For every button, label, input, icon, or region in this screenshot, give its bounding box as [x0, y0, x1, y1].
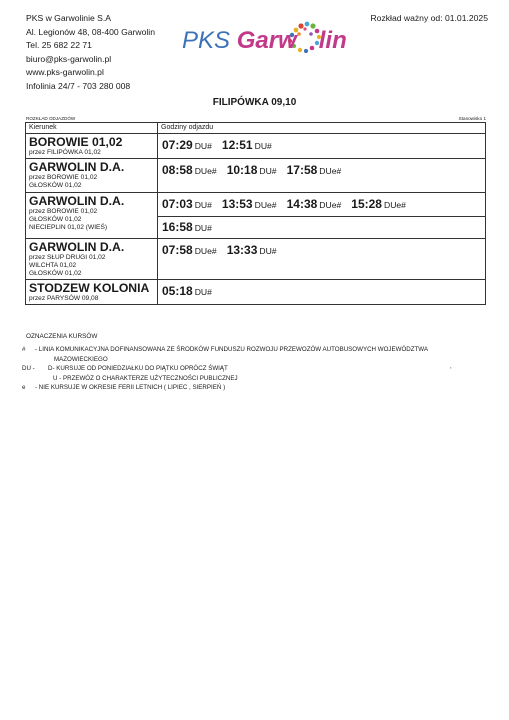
route-direction-cell	[26, 192, 158, 238]
route-times-cell	[158, 280, 486, 305]
logo-text-pks: PKS	[182, 27, 237, 54]
logo-text-garw: Garw	[236, 27, 297, 54]
departure	[287, 196, 342, 213]
departure	[162, 137, 212, 154]
stop-title: FILIPÓWKA 09,10	[212, 97, 297, 108]
timetable-header	[26, 123, 486, 134]
legend-line: - NIE KURSUJE W OKRESIE FERII LETNICH ( LIPIEC , SIERPIEŃ )	[35, 384, 226, 392]
legend-item	[22, 345, 468, 364]
route-row	[26, 280, 486, 305]
departure	[351, 196, 406, 213]
times-divider	[158, 216, 485, 217]
departure	[227, 162, 277, 179]
departure-suffix: DU#	[259, 245, 277, 256]
legend-line: D- KURSUJE OD PONIEDZIAŁKU DO PIĄTKU OPRÓCZ ŚWIĄT	[48, 365, 228, 373]
departure-row	[162, 196, 481, 213]
departure	[222, 137, 272, 154]
departure	[287, 162, 342, 179]
timetable	[25, 122, 486, 305]
departure-suffix: DUe#	[319, 199, 342, 210]
destination-name: GARWOLIN D.A.	[29, 160, 125, 175]
company-info	[26, 12, 155, 94]
header-direction: Kierunek	[26, 123, 158, 134]
departure	[227, 242, 277, 259]
route-direction-cell	[26, 280, 158, 305]
legend-mark: DU -	[22, 365, 35, 373]
route-row	[26, 192, 486, 238]
departure-suffix: DU#	[194, 222, 212, 233]
company-email[interactable]: biuro@pks-garwolin.pl	[26, 53, 112, 64]
via-stop: GŁOSKÓW 01,02	[29, 215, 82, 223]
logo-text-lin: lin	[318, 27, 347, 54]
departure-suffix: DU#	[194, 141, 212, 151]
via-stop: GŁOSKÓW 01,02	[29, 270, 82, 278]
stray-mark: ,	[450, 364, 452, 370]
company-name: PKS w Garwolinie S.A	[26, 13, 112, 23]
company-infoline: Infolinia 24/7 - 703 280 008	[26, 80, 131, 91]
departure-time: 07:29	[162, 138, 193, 152]
departure	[162, 242, 217, 259]
doc-label: ROZKŁAD ODJAZDÓW	[26, 116, 76, 121]
departure-time: 10:18	[226, 163, 258, 178]
header-times: Godziny odjazdu	[158, 123, 486, 134]
route-row	[26, 159, 486, 192]
departure-suffix: DUe#	[383, 199, 406, 210]
departure-suffix: DU#	[259, 166, 277, 177]
departure-suffix: DU#	[194, 199, 212, 210]
departure-row	[162, 283, 481, 300]
route-times-cell	[158, 134, 486, 159]
destination-name: BOROWIE 01,02	[29, 135, 123, 149]
departure	[222, 196, 277, 213]
destination-name: STODZEW KOLONIA	[29, 281, 150, 296]
departure	[162, 219, 212, 236]
departure-row	[162, 162, 481, 179]
company-address: Al. Legionów 48, 08-400 Garwolin	[26, 26, 155, 37]
departure-time: 08:58	[162, 163, 193, 178]
departure-time: 14:38	[286, 196, 318, 211]
departure	[162, 283, 212, 300]
via-stop: WILCHTA 01,02	[29, 261, 77, 269]
route-direction-cell	[26, 134, 158, 159]
departure-row	[162, 242, 481, 259]
legend-title: OZNACZENIA KURSÓW	[26, 333, 98, 340]
departure-suffix: DU#	[254, 141, 272, 151]
legend-mark: #	[22, 346, 26, 353]
via-stop: GŁOSKÓW 01,02	[29, 182, 82, 190]
legend-list	[22, 345, 468, 393]
departure	[162, 196, 212, 213]
via-stop: NIECIEPLIN 01,02 (WIEŚ)	[29, 224, 108, 232]
via-stop: przez BOROWIE 01,02	[29, 207, 98, 215]
departure-time: 07:03	[162, 196, 193, 211]
company-website[interactable]: www.pks-garwolin.pl	[26, 67, 104, 78]
legend-item	[22, 383, 468, 393]
legend-line: MAZOWIECKIEGO	[54, 355, 108, 363]
route-list	[26, 134, 486, 305]
svg-text:PKS Garwlin	[182, 27, 347, 54]
route-direction-cell	[26, 159, 158, 192]
legend-mark: e	[22, 384, 26, 392]
route-row	[26, 238, 486, 280]
legend-text	[48, 364, 468, 383]
route-direction-cell	[26, 238, 158, 280]
departure-time: 13:53	[221, 196, 253, 211]
route-times-cell	[158, 159, 486, 192]
route-times-cell	[158, 238, 486, 280]
destination-name: GARWOLIN D.A.	[29, 193, 125, 208]
departure-row	[162, 219, 481, 236]
departure-suffix: DUe#	[194, 245, 217, 256]
via-stop: przez BOROWIE 01,02	[29, 174, 98, 182]
departure-time: 05:18	[162, 284, 193, 299]
route-times-cell	[158, 192, 486, 238]
departure-suffix: DUe#	[319, 166, 342, 177]
departure-suffix: DUe#	[194, 166, 217, 177]
legend-line: U - PRZEWÓZ O CHARAKTERZE UŻYTECZNOŚCI PUBLICZNEJ	[53, 374, 238, 382]
valid-from: Rozkład ważny od: 01.01.2025	[370, 13, 488, 23]
departure-time: 15:28	[351, 196, 382, 211]
legend-item	[22, 364, 468, 383]
destination-name: GARWOLIN D.A.	[29, 239, 125, 254]
departure	[162, 162, 217, 179]
departure-time: 07:58	[162, 242, 193, 257]
departure-time: 13:33	[226, 242, 258, 257]
via-stop: przez FILIPÓWKA 01,02	[29, 149, 101, 156]
platform-label: Stanowisko 1	[458, 116, 486, 121]
via-stop: przez SŁUP DRUGI 01,02	[29, 253, 106, 261]
pks-garwolin-logo	[182, 20, 347, 56]
departure-suffix: DU#	[194, 287, 212, 298]
route-row	[26, 134, 486, 159]
departure-time: 16:58	[162, 219, 193, 234]
legend-text	[35, 345, 455, 364]
via-stop: przez PARYSÓW 09,08	[29, 295, 99, 303]
legend-line: - LINIA KOMUNIKACYJNA DOFINANSOWANA ZE ŚRODKÓW FUNDUSZU ROZWOJU PRZEWOZÓW AUTOBUSOWYCH WOJEWÓDZTWA	[35, 346, 429, 353]
departure-time: 12:51	[221, 138, 253, 152]
departure-suffix: DUe#	[254, 199, 277, 210]
departure-row	[162, 137, 481, 154]
company-phone: Tel. 25 682 22 71	[26, 40, 92, 51]
legend-text	[35, 383, 455, 393]
departure-time: 17:58	[286, 163, 318, 178]
